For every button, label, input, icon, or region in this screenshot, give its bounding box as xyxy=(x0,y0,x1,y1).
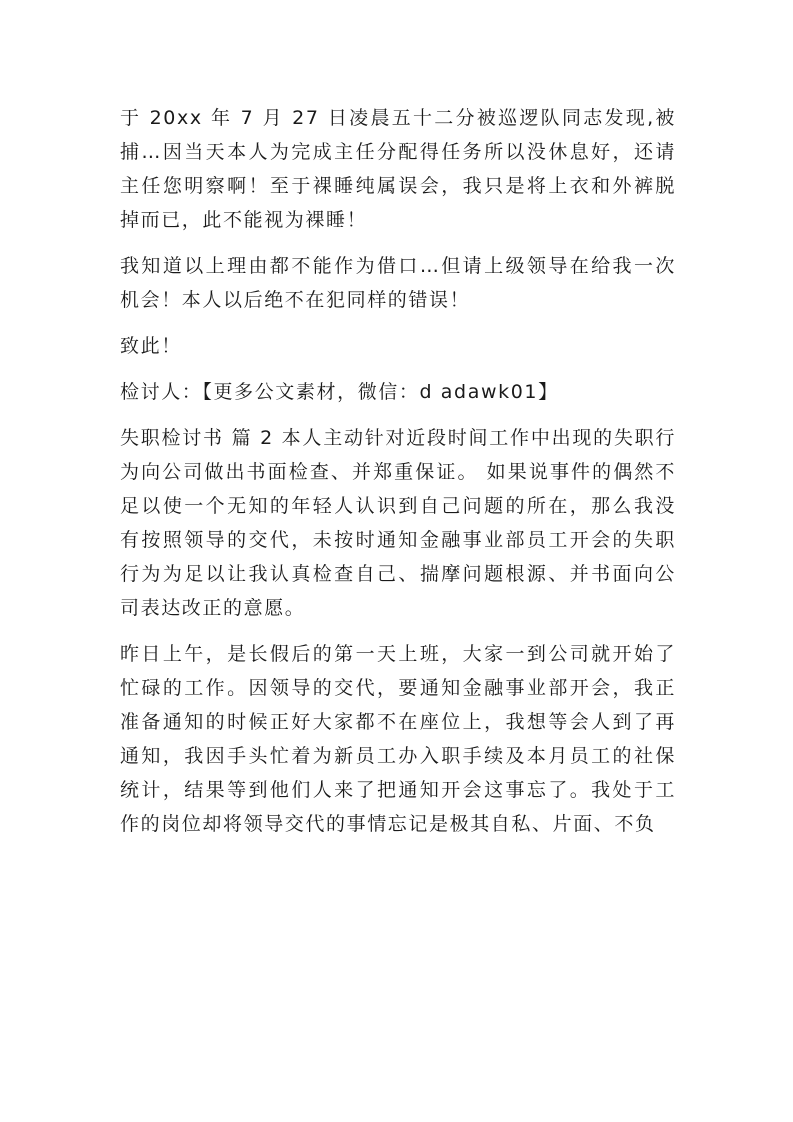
paragraph-closing: 致此！ xyxy=(120,335,182,357)
paragraph-apology: 我知道以上理由都不能作为借口…但请上级领导在给我一次机会！本人以后绝不在犯同样的错误！ xyxy=(120,255,676,311)
paragraph-section-2-intro: 失职检讨书 篇 2 本人主动针对近段时间工作中出现的失职行为向公司做出书面检查、并郑重保证。 如果说事件的偶然不足以使一个无知的年轻人认识到自己问题的所在，那么我没有按照领导的交代，未按时通知金融事业部员工开会的失职行为为足以让我认真检查自己、揣摩问题根源、并书面向公司表达改正的意愿。 xyxy=(120,427,676,619)
document-body xyxy=(120,101,676,841)
paragraph-incident: 于 20xx 年 7 月 27 日凌晨五十二分被巡逻队同志发现,被捕…因当天本人为完成主任分配得任务所以没休息好，还请主任您明察啊！至于裸睡纯属误会，我只是将上衣和外裤脱掉而已，此不能视为裸睡！ xyxy=(120,107,676,231)
paragraph-section-2-body: 昨日上午，是长假后的第一天上班，大家一到公司就开始了忙碌的工作。因领导的交代，要通知金融事业部开会，我正准备通知的时候正好大家都不在座位上，我想等会人到了再通知，我因手头忙着为新员工办入职手续及本月员工的社保统计，结果等到他们人来了把通知开会这事忘了。我处于工作的岗位却将领导交代的事情忘记是极其自私、片面、不负 xyxy=(120,643,676,835)
paragraph-signature: 检讨人：【更多公文素材，微信：d adawk01】 xyxy=(120,381,559,403)
